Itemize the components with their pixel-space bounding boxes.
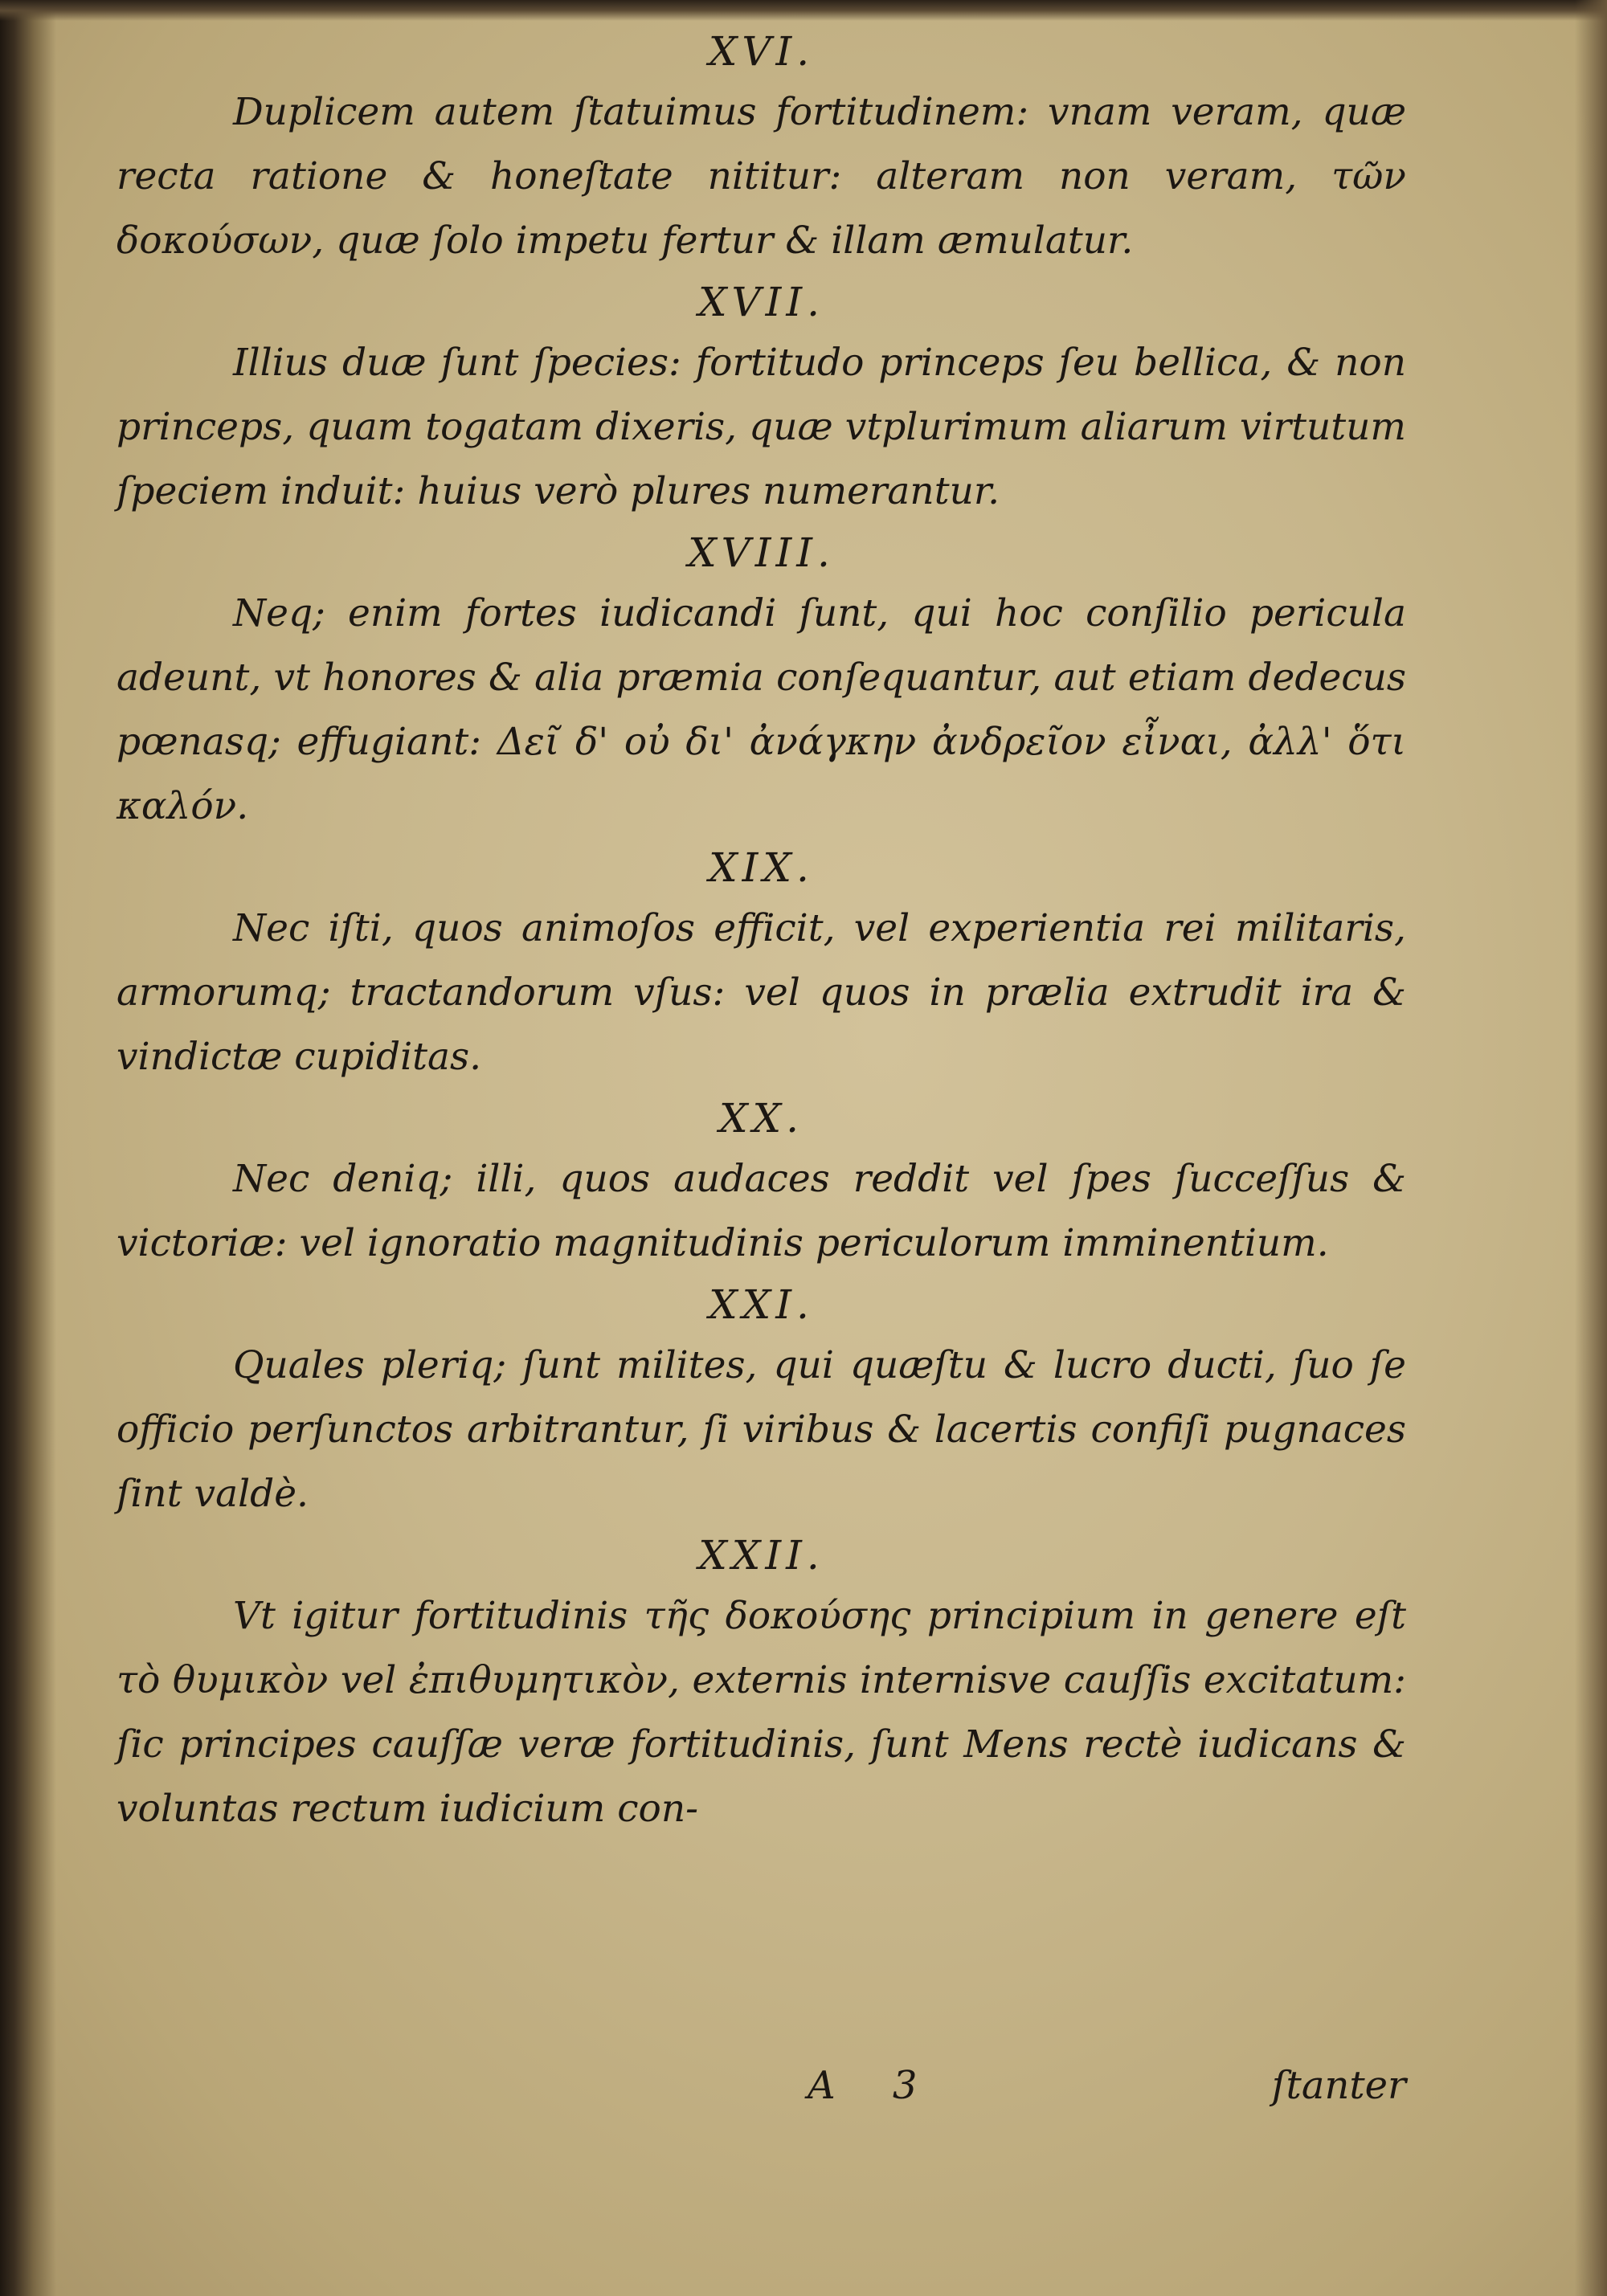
section-paragraph: Quales pleriq; ſunt milites, qui quæſtu & lucro ducti, ſuo ſe officio perſunctos arbitrantur, ſi viribus & lacertis confiſi pugnaces ſint valdè. bbox=[117, 1343, 1406, 1516]
section-paragraph: Illius duæ ſunt ſpecies: fortitudo princeps ſeu bellica, & non princeps, quam togatam dixeris, quæ vtplurimum aliarum virtutum ſpeciem induit: huius verò plures numerantur. bbox=[117, 341, 1406, 513]
signature-mark: A 3 bbox=[808, 2063, 940, 2108]
section-number: XIX. bbox=[709, 844, 814, 891]
section-number: XVII. bbox=[697, 279, 825, 325]
catchword: ſtanter bbox=[1271, 2063, 1406, 2108]
section-number: XXI. bbox=[709, 1281, 814, 1328]
section-number: XXII. bbox=[698, 1532, 824, 1579]
section-paragraph: Nec iſti, quos animoſos efficit, vel experientia rei militaris, armorumq; tractandorum vſus: vel quos in prælia extrudit ira & vindictæ cupiditas. bbox=[117, 906, 1406, 1079]
page-body-text bbox=[117, 22, 1406, 1841]
section-number: XX. bbox=[718, 1095, 804, 1142]
page-gutter-shadow bbox=[0, 0, 56, 2296]
section-number: XVIII. bbox=[688, 529, 835, 576]
section-paragraph: Nec deniq; illi, quos audaces reddit vel ſpes ſucceſſus & victoriæ: vel ignoratio magnitudinis periculorum imminentium. bbox=[117, 1157, 1406, 1265]
page-footer bbox=[117, 2063, 1406, 2127]
section-paragraph: Vt igitur fortitudinis τῆς δοκούσης principium in genere eſt τὸ θυμικὸν vel ἐπιθυμητικὸν, externis internisve cauſſis excitatum: ſic principes cauſſæ veræ fortitudinis, ſunt Mens rectè iudicans & voluntas rectum iudicium con- bbox=[117, 1594, 1406, 1831]
page-top-edge bbox=[0, 0, 1607, 21]
section-paragraph: Duplicem autem ſtatuimus fortitudinem: vnam veram, quæ recta ratione & honeſtate nititur: alteram non veram, τῶν δοκούσων, quæ ſolo impetu fertur & illam æmulatur. bbox=[117, 90, 1406, 263]
section-paragraph: Neq; enim fortes iudicandi ſunt, qui hoc conſilio pericula adeunt, vt honores & alia præmia conſequantur, aut etiam dedecus pœnasq; effugiant: Δεῖ δ' οὐ δι' ἀνάγκην ἀνδρεῖον εἶναι, ἀλλ' ὅτι καλόν. bbox=[117, 591, 1406, 828]
section-number: XVI. bbox=[708, 28, 815, 75]
page-right-edge bbox=[1575, 0, 1607, 2296]
